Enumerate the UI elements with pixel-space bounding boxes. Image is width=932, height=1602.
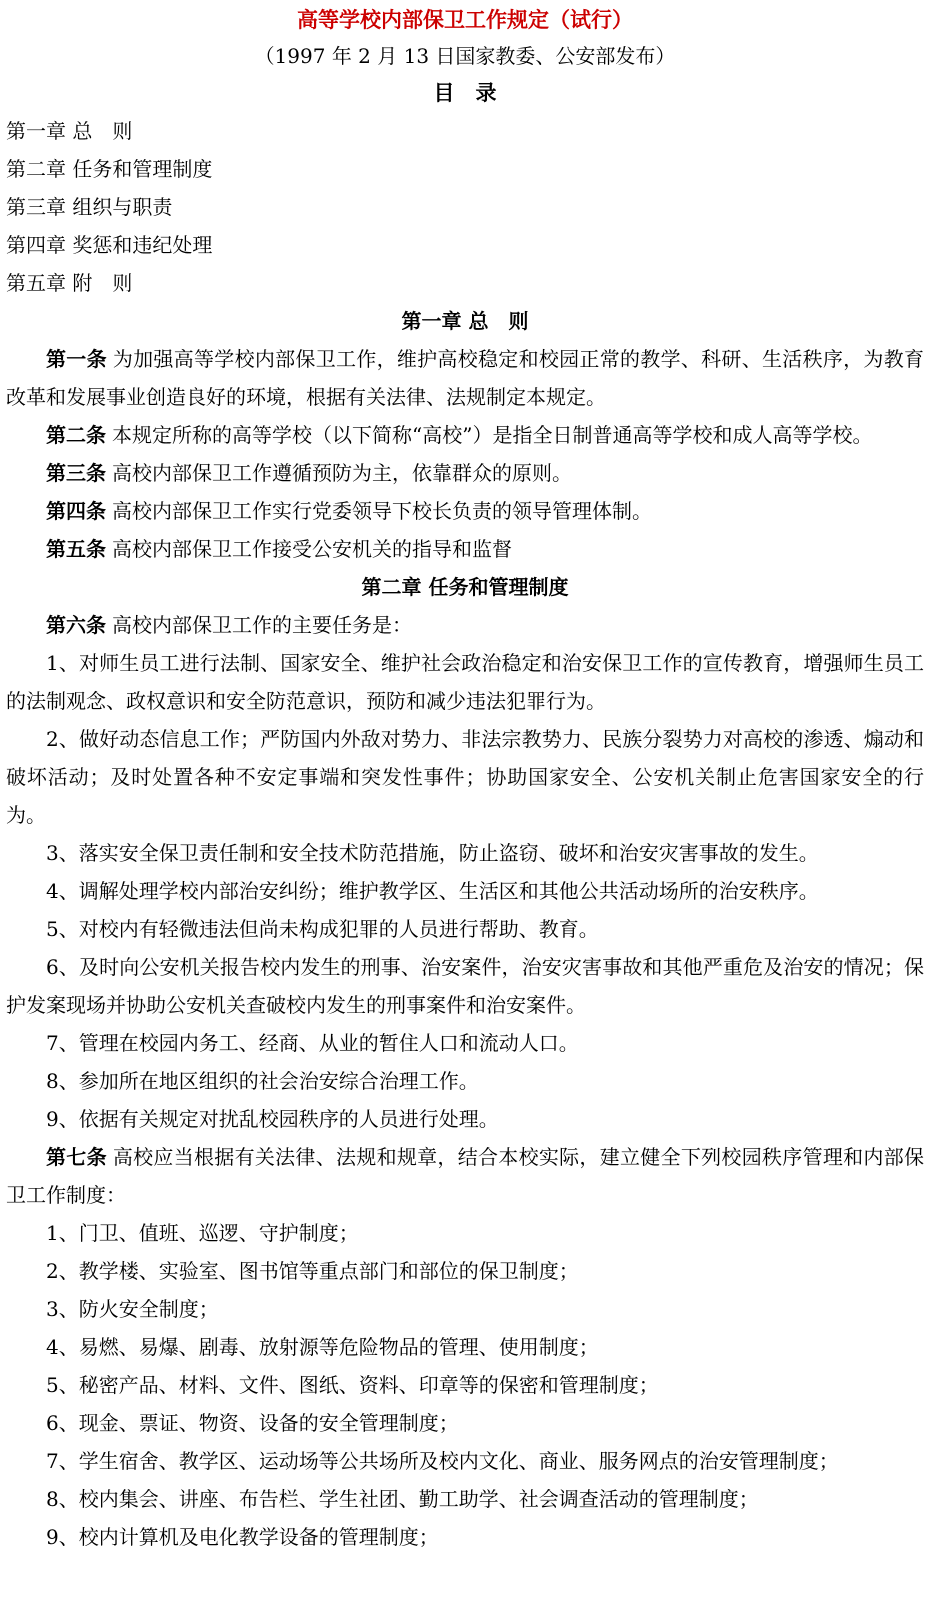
toc-item-chapter-5[interactable]: 第五章 附 则	[6, 271, 133, 295]
toc-heading: 目 录	[433, 80, 497, 105]
article-6-item: 4、调解处理学校内部治安纠纷；维护教学区、生活区和其他公共活动场所的治安秩序。	[46, 879, 819, 903]
article-6-item: 2、做好动态信息工作；严防国内外敌对势力、非法宗教势力、民族分裂势力对高校的渗透、煽动和破坏活动；及时处置各种不安定事端和突发性事件；协助国家安全、公安机关制止危害国家安全的行为。	[6, 727, 924, 827]
article-text: 高校应当根据有关法律、法规和规章，结合本校实际，建立健全下列校园秩序管理和内部保卫工作制度：	[6, 1145, 925, 1207]
article-4	[6, 492, 924, 530]
article-7-item: 7、学生宿舍、教学区、运动场等公共场所及校内文化、商业、服务网点的治安管理制度；	[46, 1449, 839, 1473]
article-7-item: 9、校内计算机及电化教学设备的管理制度；	[46, 1525, 439, 1549]
article-6	[6, 606, 924, 644]
toc-item-chapter-4[interactable]: 第四章 奖惩和违纪处理	[6, 233, 213, 257]
article-7	[6, 1138, 924, 1214]
article-text: 本规定所称的高等学校（以下简称“高校”）是指全日制普通高等学校和成人高等学校。	[112, 423, 873, 447]
document-page	[0, 2, 932, 1602]
toc-item-chapter-3[interactable]: 第三章 组织与职责	[6, 195, 173, 219]
article-7-item: 4、易燃、易爆、剧毒、放射源等危险物品的管理、使用制度；	[46, 1335, 599, 1359]
article-6-item: 3、落实安全保卫责任制和安全技术防范措施，防止盗窃、破坏和治安灾害事故的发生。	[46, 841, 819, 865]
article-2	[6, 416, 924, 454]
article-lead: 第一条	[46, 347, 107, 371]
article-lead: 第六条	[46, 613, 106, 637]
chapter-2-heading: 第二章 任务和管理制度	[361, 575, 569, 599]
article-6-item: 1、对师生员工进行法制、国家安全、维护社会政治稳定和治安保卫工作的宣传教育，增强师生员工的法制观念、政权意识和安全防范意识，预防和减少违法犯罪行为。	[6, 651, 924, 713]
article-7-item: 6、现金、票证、物资、设备的安全管理制度；	[46, 1411, 459, 1435]
document-title: 高等学校内部保卫工作规定（试行）	[297, 7, 633, 32]
article-text: 为加强高等学校内部保卫工作，维护高校稳定和校园正常的教学、科研、生活秩序，为教育改革和发展事业创造良好的环境，根据有关法律、法规制定本规定。	[6, 347, 925, 409]
article-text: 高校内部保卫工作接受公安机关的指导和监督	[112, 537, 512, 561]
table-of-contents	[6, 112, 924, 302]
article-lead: 第五条	[46, 537, 106, 561]
article-text: 高校内部保卫工作的主要任务是：	[112, 613, 412, 637]
article-3	[6, 454, 924, 492]
article-6-item: 9、依据有关规定对扰乱校园秩序的人员进行处理。	[46, 1107, 499, 1131]
article-6-item: 8、参加所在地区组织的社会治安综合治理工作。	[46, 1069, 479, 1093]
article-lead: 第三条	[46, 461, 106, 485]
article-7-item: 3、防火安全制度；	[46, 1297, 219, 1321]
article-lead: 第四条	[46, 499, 106, 523]
article-6-item: 5、对校内有轻微违法但尚未构成犯罪的人员进行帮助、教育。	[46, 917, 599, 941]
article-text: 高校内部保卫工作遵循预防为主，依靠群众的原则。	[112, 461, 572, 485]
document-subtitle: （1997 年 2 月 13 日国家教委、公安部发布）	[254, 44, 676, 68]
article-1	[6, 340, 924, 416]
article-7-item: 5、秘密产品、材料、文件、图纸、资料、印章等的保密和管理制度；	[46, 1373, 659, 1397]
toc-item-chapter-1[interactable]: 第一章 总 则	[6, 119, 133, 143]
article-lead: 第二条	[46, 423, 106, 447]
toc-item-chapter-2[interactable]: 第二章 任务和管理制度	[6, 157, 213, 181]
article-lead: 第七条	[46, 1145, 107, 1169]
article-7-item: 2、教学楼、实验室、图书馆等重点部门和部位的保卫制度；	[46, 1259, 579, 1283]
article-text: 高校内部保卫工作实行党委领导下校长负责的领导管理体制。	[112, 499, 652, 523]
article-6-item: 7、管理在校园内务工、经商、从业的暂住人口和流动人口。	[46, 1031, 579, 1055]
article-7-item: 8、校内集会、讲座、布告栏、学生社团、勤工助学、社会调查活动的管理制度；	[46, 1487, 759, 1511]
article-6-item: 6、及时向公安机关报告校内发生的刑事、治安案件，治安灾害事故和其他严重危及治安的情况；保护发案现场并协助公安机关查破校内发生的刑事案件和治安案件。	[6, 955, 924, 1017]
chapter-1-heading: 第一章 总 则	[401, 309, 529, 333]
article-5	[6, 530, 924, 568]
article-7-item: 1、门卫、值班、巡逻、守护制度；	[46, 1221, 359, 1245]
